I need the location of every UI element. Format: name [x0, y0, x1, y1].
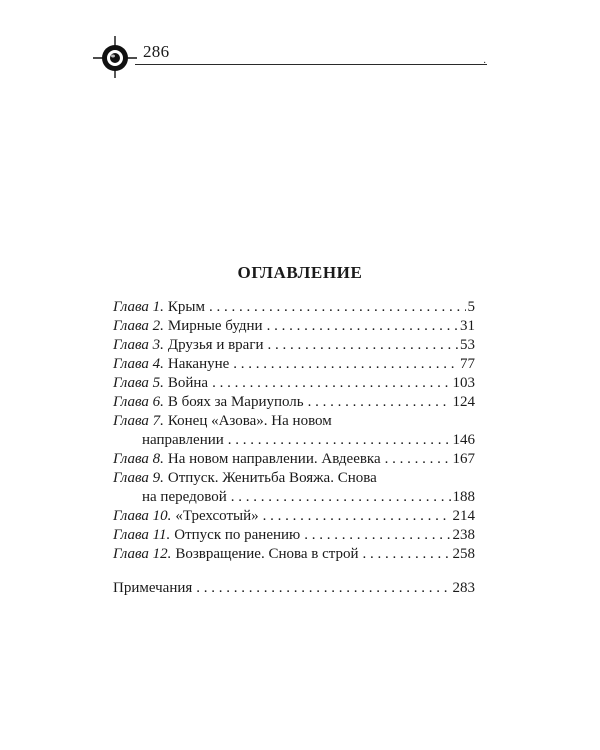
chapter-page: 188 — [452, 489, 475, 505]
leader-dots — [363, 545, 451, 564]
chapter-prefix: Глава 2. — [113, 318, 164, 334]
leader-dots — [228, 431, 451, 450]
chapter-page: 258 — [452, 546, 475, 562]
chapter-title: «Трехсотый» — [175, 508, 259, 524]
toc-entry-2[interactable] — [113, 317, 475, 336]
toc-entry-9-line-2[interactable] — [113, 488, 475, 507]
chapter-page: 77 — [460, 356, 475, 372]
chapter-prefix: Глава 3. — [113, 337, 164, 353]
toc-entry-12[interactable] — [113, 545, 475, 564]
chapter-title: Возвращение. Снова в строй — [175, 546, 359, 562]
leader-dots — [209, 298, 466, 317]
notes-title: Примечания — [113, 580, 193, 596]
chapter-prefix: Глава 1. — [113, 299, 164, 315]
chapter-page: 31 — [460, 318, 475, 334]
chapter-title: На новом направлении. Авдеевка — [167, 451, 381, 467]
toc-entry-7-line-1[interactable] — [113, 412, 475, 431]
header-rule — [135, 64, 487, 65]
chapter-page: 214 — [452, 508, 475, 524]
chapter-prefix: Глава 6. — [113, 394, 164, 410]
chapter-prefix: Глава 7. — [113, 413, 164, 429]
chapter-title: В боях за Мариуполь — [167, 394, 304, 410]
toc-entry-7-line-2[interactable] — [113, 431, 475, 450]
leader-dots — [196, 579, 450, 598]
toc-entry-notes[interactable] — [113, 579, 475, 598]
toc-entry-5[interactable] — [113, 374, 475, 393]
leader-dots — [308, 393, 451, 412]
header-dot: · — [483, 58, 487, 69]
chapter-page: 5 — [467, 299, 475, 315]
leader-dots — [233, 355, 458, 374]
chapter-title: Друзья и враги — [167, 337, 264, 353]
chapter-prefix: Глава 8. — [113, 451, 164, 467]
chapter-prefix: Глава 11. — [113, 527, 171, 543]
page-number: 286 — [143, 42, 170, 61]
toc-entry-9-line-1[interactable] — [113, 469, 475, 488]
chapter-page: 124 — [452, 394, 475, 410]
toc-entry-4[interactable] — [113, 355, 475, 374]
toc-entry-10[interactable] — [113, 507, 475, 526]
leader-dots — [231, 488, 451, 507]
toc-entry-1[interactable] — [113, 298, 475, 317]
chapter-title: Отпуск по ранению — [174, 527, 301, 543]
chapter-page: 146 — [452, 432, 475, 448]
chapter-prefix: Глава 10. — [113, 508, 172, 524]
chapter-prefix: Глава 5. — [113, 375, 164, 391]
toc-entry-6[interactable] — [113, 393, 475, 412]
chapter-title: Мирные будни — [167, 318, 263, 334]
section-gap — [113, 564, 475, 579]
leader-dots — [212, 374, 450, 393]
toc-title: ОГЛАВЛЕНИЕ — [237, 263, 363, 282]
leader-dots — [267, 317, 458, 336]
chapter-title: Конец «Азова». На новом — [167, 413, 332, 429]
chapter-title: Крым — [167, 299, 205, 315]
chapter-title: Война — [167, 375, 209, 391]
leader-dots — [263, 507, 451, 526]
crosshair-ornament-icon — [93, 34, 137, 78]
chapter-page: 238 — [452, 527, 475, 543]
notes-page: 283 — [452, 580, 475, 596]
leader-dots — [304, 526, 450, 545]
chapter-page: 167 — [452, 451, 475, 467]
chapter-title: Накануне — [167, 356, 230, 372]
toc-entry-3[interactable] — [113, 336, 475, 355]
chapter-prefix: Глава 9. — [113, 470, 164, 486]
chapter-page: 53 — [460, 337, 475, 353]
leader-dots — [268, 336, 458, 355]
chapter-prefix: Глава 4. — [113, 356, 164, 372]
toc-entry-11[interactable] — [113, 526, 475, 545]
toc-entry-8[interactable] — [113, 450, 475, 469]
chapter-title: Отпуск. Женитьба Вояжа. Снова — [167, 470, 377, 486]
chapter-title-continued: на передовой — [142, 489, 227, 505]
chapter-page: 103 — [452, 375, 475, 391]
table-of-contents — [113, 298, 475, 598]
leader-dots — [385, 450, 451, 469]
chapter-prefix: Глава 12. — [113, 546, 172, 562]
chapter-title-continued: направлении — [142, 432, 224, 448]
